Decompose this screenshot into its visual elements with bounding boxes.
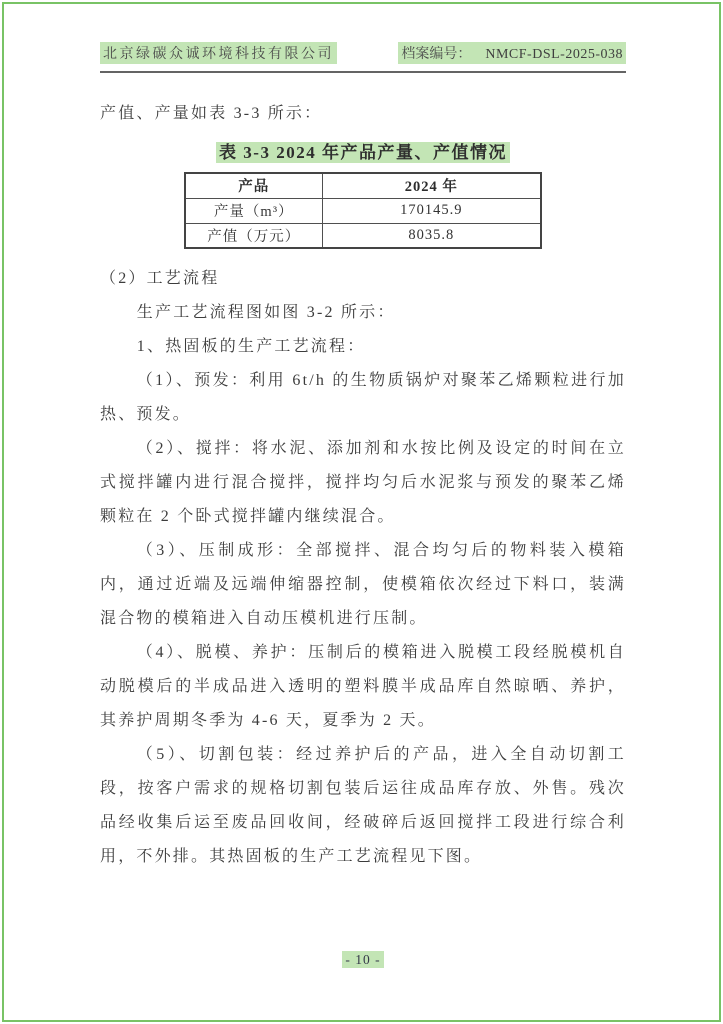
archive-label: 档案编号： (401, 47, 472, 62)
table-cell: 170145.9 (322, 198, 541, 223)
page-number: - 10 - (342, 951, 383, 968)
paragraph: 生产工艺流程图如图 3-2 所示： (136, 304, 396, 321)
table-header-product: 产品 (185, 173, 322, 198)
table-header-year: 2024 年 (322, 173, 541, 198)
header-archive-number (398, 42, 626, 64)
production-output-table (184, 172, 542, 249)
table-caption-text: 表 3-3 2024 年产品产量、产值情况 (216, 142, 510, 163)
header-company-name: 北京绿碳众诚环境科技有限公司 (100, 42, 337, 64)
paragraph: （2）工艺流程 (100, 270, 220, 287)
page-header (100, 42, 626, 73)
paragraph: （5）、切割包装：经过养护后的产品，进入全自动切割工段，按客户需求的规格切割包装后运往成品库存放、外售。残次品经收集后运至废品回收间，经破碎后返回搅拌工段进行综合利用，不外排。其热固板的生产工艺流程见下图。 (100, 746, 626, 865)
intro-paragraph: 产值、产量如表 3-3 所示： (100, 105, 323, 122)
paragraph: （4）、脱模、养护：压制后的模箱进入脱模工段经脱模机自动脱模后的半成品进入透明的塑料膜半成品库自然晾晒、养护，其养护周期冬季为 4-6 天，夏季为 2 天。 (100, 644, 626, 729)
table-cell: 产量（m³） (185, 198, 322, 223)
table-header-row (185, 173, 541, 198)
table-cell: 产值（万元） (185, 223, 322, 248)
paragraph: （3）、压制成形：全部搅拌、混合均匀后的物料装入模箱内，通过近端及远端伸缩器控制，使模箱依次经过下料口，装满混合物的模箱进入自动压模机进行压制。 (100, 542, 626, 627)
paragraph: （2）、搅拌：将水泥、添加剂和水按比例及设定的时间在立式搅拌罐内进行混合搅拌，搅拌均匀后水泥浆与预发的聚苯乙烯颗粒在 2 个卧式搅拌罐内继续混合。 (100, 440, 626, 525)
paragraph: （1）、预发：利用 6t/h 的生物质锅炉对聚苯乙烯颗粒进行加热、预发。 (100, 372, 626, 423)
table-row (185, 223, 541, 248)
archive-number-value: NMCF-DSL-2025-038 (485, 47, 623, 62)
page-footer (100, 952, 626, 1024)
paragraph: 1、热固板的生产工艺流程： (136, 338, 366, 355)
table-body (185, 198, 541, 248)
document-body (100, 73, 626, 874)
body-paragraphs (100, 262, 626, 874)
table-caption (100, 138, 626, 163)
table-cell: 8035.8 (322, 223, 541, 248)
table-row (185, 198, 541, 223)
